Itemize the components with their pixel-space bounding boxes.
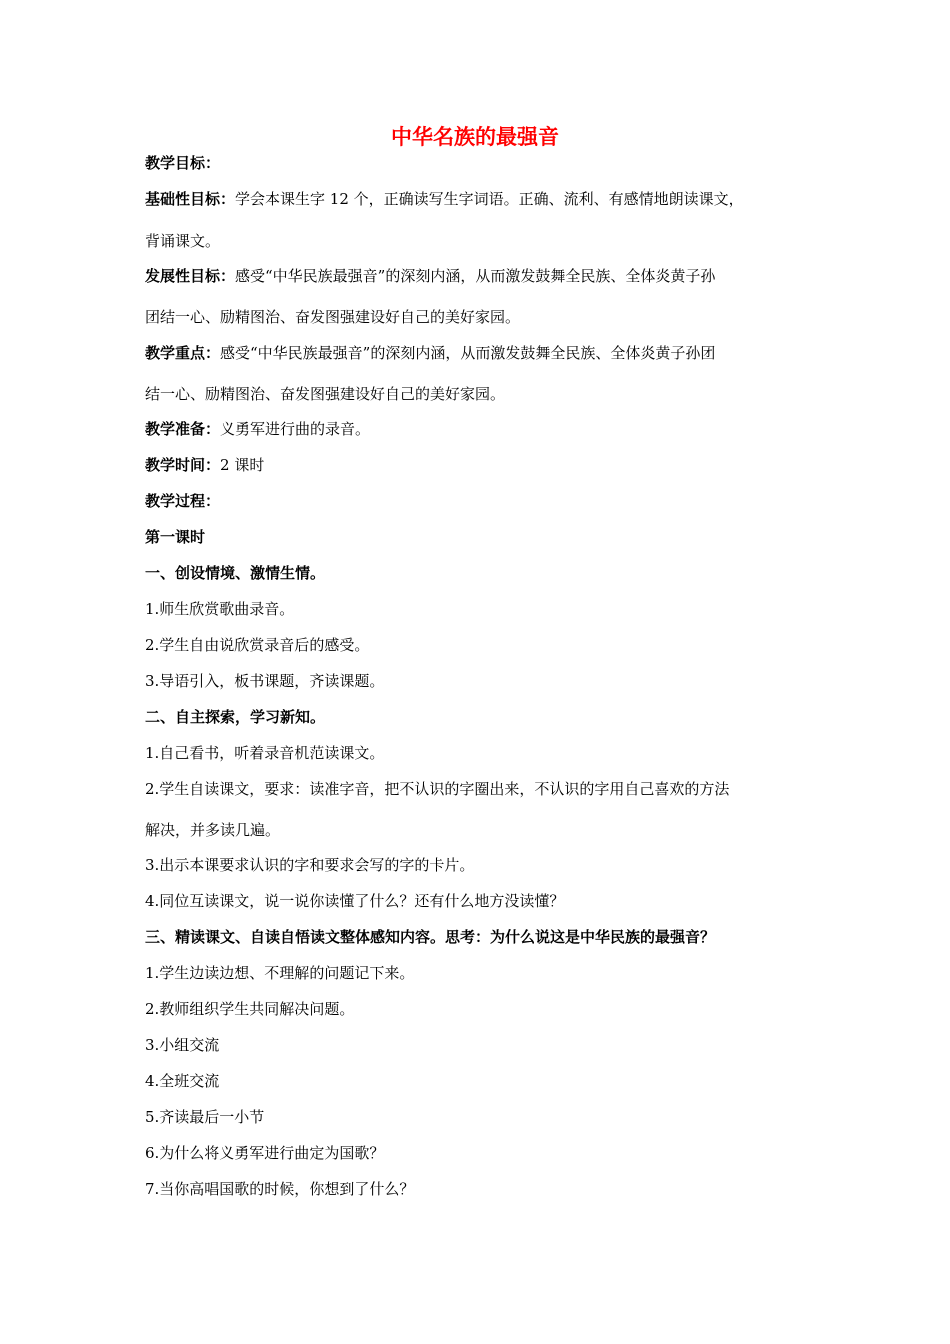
basic-goal-line2: 背诵课文。 (145, 232, 221, 250)
preparation-line (145, 419, 815, 439)
preparation-text: 义勇军进行曲的录音。 (220, 420, 371, 438)
key-point-line1 (145, 343, 815, 363)
duration-text: 2 课时 (220, 456, 265, 474)
section1-item: 2.学生自由说欣赏录音后的感受。 (145, 636, 370, 654)
section3-item: 3.小组交流 (145, 1036, 220, 1054)
dev-goal-line2: 团结一心、励精图治、奋发图强建设好自己的美好家园。 (145, 308, 521, 326)
section1-heading: 一、创设情境、激情生情。 (145, 564, 326, 582)
duration-label: 教学时间： (145, 456, 221, 474)
dev-goal-label: 发展性目标： (145, 267, 236, 285)
key-point-text: 感受“中华民族最强音”的深刻内涵，从而激发鼓舞全民族、全体炎黄子孙团 (220, 344, 716, 362)
section1-item: 1.师生欣赏歌曲录音。 (145, 600, 295, 618)
section2-item: 3.出示本课要求认识的字和要求会写的字的卡片。 (145, 856, 475, 874)
section2-item-continued: 解决，并多读几遍。 (145, 821, 281, 839)
section3-item: 2.教师组织学生共同解决问题。 (145, 1000, 355, 1018)
section3-item: 6.为什么将义勇军进行曲定为国歌？ (145, 1144, 385, 1162)
section2-item: 1.自己看书，听着录音机范读课文。 (145, 744, 385, 762)
dev-goal-line1 (145, 266, 815, 286)
section2-item: 2.学生自读课文，要求：读准字音，把不认识的字圈出来，不认识的字用自己喜欢的方法 (145, 780, 730, 798)
duration-line (145, 455, 815, 475)
basic-goal-line1 (145, 189, 815, 209)
section3-item: 4.全班交流 (145, 1072, 220, 1090)
section3-heading: 三、精读课文、自读自悟读文整体感知内容。思考：为什么说这是中华民族的最强音？ (145, 928, 716, 946)
preparation-label: 教学准备： (145, 420, 221, 438)
section3-item: 5.齐读最后一小节 (145, 1108, 265, 1126)
lesson1-heading: 第一课时 (145, 528, 206, 546)
document-title: 中华名族的最强音 (391, 125, 559, 149)
objectives-heading: 教学目标： (145, 154, 221, 172)
process-heading: 教学过程： (145, 492, 221, 510)
key-point-label: 教学重点： (145, 344, 221, 362)
section3-item: 1.学生边读边想、不理解的问题记下来。 (145, 964, 415, 982)
dev-goal-text: 感受“中华民族最强音”的深刻内涵，从而激发鼓舞全民族、全体炎黄子孙 (235, 267, 716, 285)
basic-goal-label: 基础性目标： (145, 190, 236, 208)
section1-item: 3.导语引入，板书课题，齐读课题。 (145, 672, 385, 690)
section3-item: 7.当你高唱国歌的时候，你想到了什么？ (145, 1180, 415, 1198)
key-point-line2: 结一心、励精图治、奋发图强建设好自己的美好家园。 (145, 385, 506, 403)
section2-item: 4.同位互读课文，说一说你读懂了什么？还有什么地方没读懂？ (145, 892, 565, 910)
section2-heading: 二、自主探索，学习新知。 (145, 708, 326, 726)
basic-goal-text: 学会本课生字 12 个，正确读写生字词语。正确、流利、有感情地朗读课文， (235, 190, 744, 208)
